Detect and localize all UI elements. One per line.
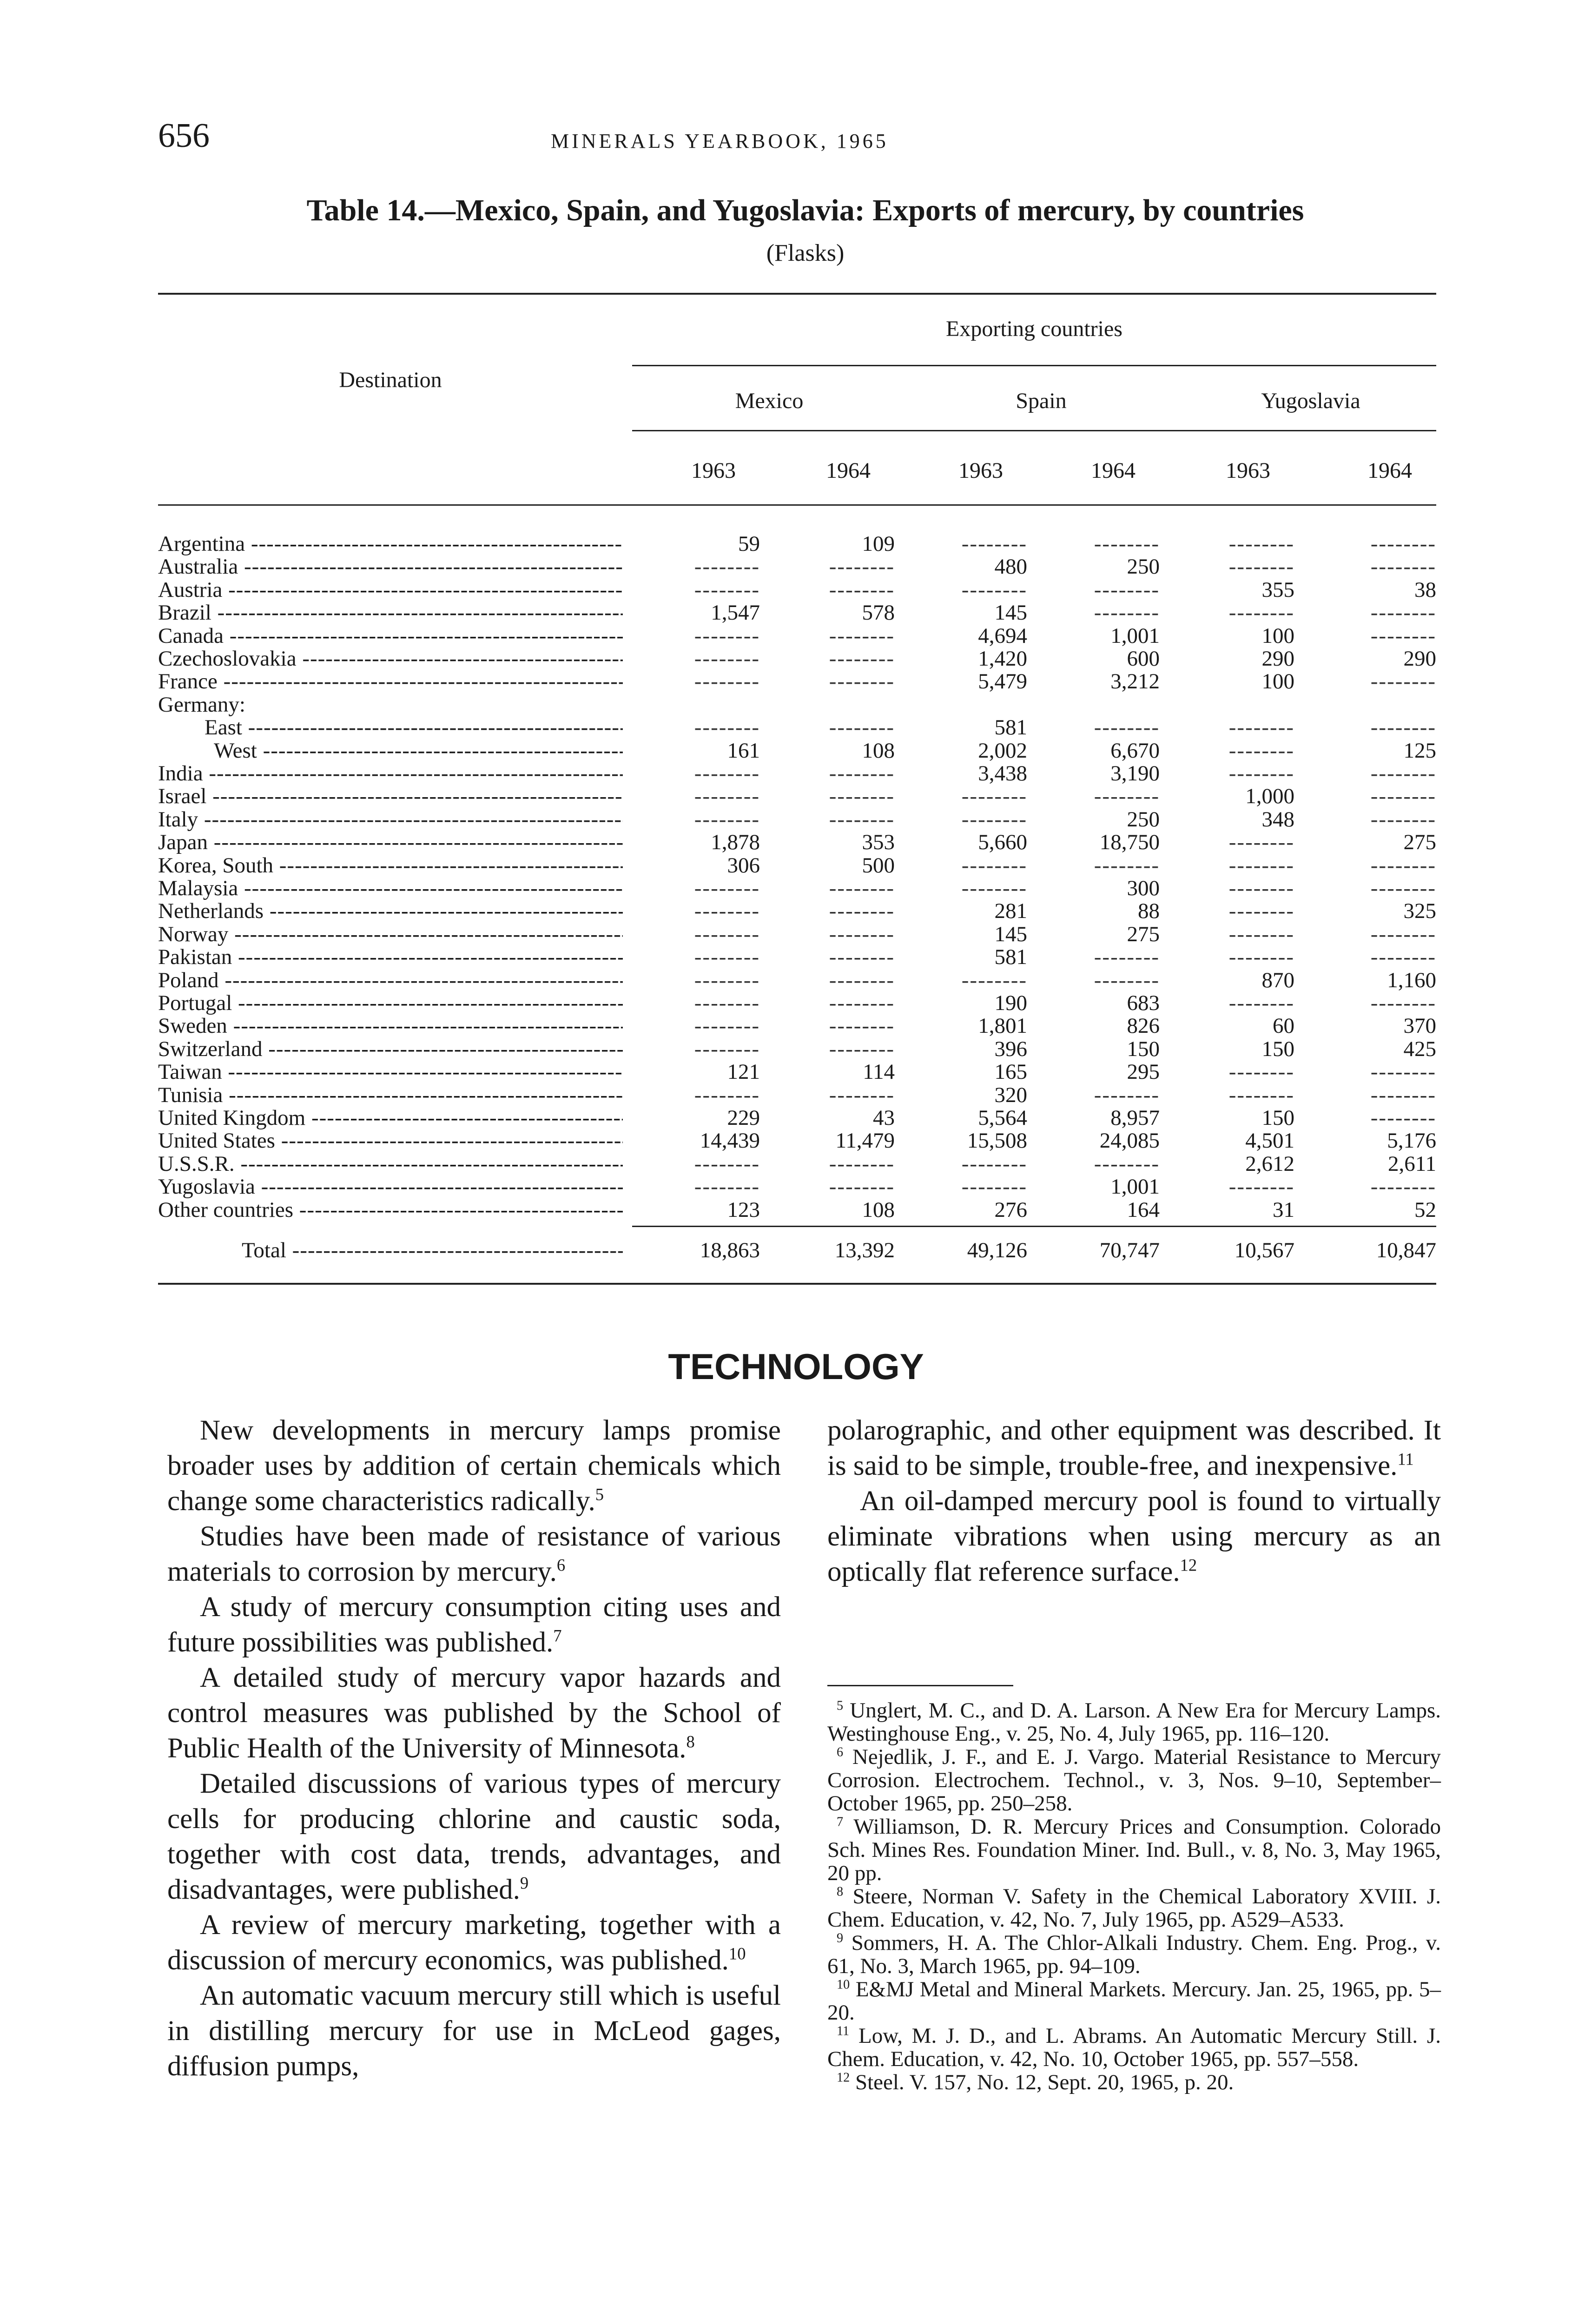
running-head: MINERALS YEARBOOK, 1965	[551, 130, 889, 152]
body-paragraph	[827, 1484, 1441, 1590]
table-cell: 320	[994, 1083, 1027, 1107]
table-cell: 114	[863, 1060, 895, 1084]
table-cell: --------	[961, 784, 1027, 809]
spanner-header: Exporting countries	[946, 317, 1122, 341]
year-header: 1963	[691, 458, 736, 483]
table-cell: 1,160	[1387, 968, 1436, 992]
table-cell: 150	[1127, 1037, 1160, 1061]
year-header: 1964	[826, 458, 871, 483]
table-cell: --------	[829, 1151, 895, 1176]
table-cell: 229	[727, 1106, 760, 1130]
table-cell: 1,878	[711, 830, 760, 855]
table-cell: 275	[1127, 922, 1160, 946]
table-cell: --------	[829, 876, 895, 900]
table-cell: --------	[829, 784, 895, 809]
table-cell: --------	[694, 807, 760, 832]
table-cell: --------	[1370, 555, 1436, 579]
paragraph-text: A review of mercury marketing, together with a discussion of mercury economics, was published.	[167, 1909, 781, 1976]
table-row-label: West -----	[158, 739, 623, 762]
table-cell: --------	[1370, 1060, 1436, 1084]
total-cell: 70,747	[1099, 1238, 1160, 1262]
table-cell: 1,000	[1245, 784, 1294, 809]
table-cell: 150	[1261, 1037, 1294, 1061]
total-cell: 10,567	[1234, 1238, 1294, 1262]
table-row-label: U.S.S.R. -----	[158, 1152, 623, 1175]
table-cell: --------	[1370, 669, 1436, 694]
header-bottom-rule	[158, 504, 1436, 506]
table-cell: 43	[873, 1106, 895, 1130]
table-cell: 300	[1127, 876, 1160, 900]
table-cell: --------	[694, 647, 760, 671]
paragraph-text: An automatic vacuum mercury still which is useful in distilling mercury for use in McLeod gages, diffusion pumps,	[167, 1980, 781, 2082]
table-cell: 581	[994, 715, 1027, 740]
table-cell: 8,957	[1110, 1106, 1160, 1130]
table-cell: 2,002	[978, 738, 1027, 763]
table-row-label: Tunisia -----	[158, 1083, 623, 1107]
table-cell: --------	[1228, 601, 1294, 625]
table-cell: --------	[1228, 991, 1294, 1015]
table-cell: 6,670	[1110, 738, 1160, 763]
table-cell: --------	[1094, 1083, 1160, 1107]
table-cell: --------	[694, 1151, 760, 1176]
table-cell: 161	[727, 738, 760, 763]
table-row-label: East -----	[158, 716, 623, 739]
year-header: 1963	[958, 458, 1003, 483]
table-cell: --------	[961, 577, 1027, 602]
table-cell: 870	[1261, 968, 1294, 992]
table-cell: 150	[1261, 1106, 1294, 1130]
footnote-number: 8	[837, 1884, 844, 1899]
table-cell: 306	[727, 853, 760, 878]
table-cell: 370	[1403, 1014, 1436, 1038]
footnote	[827, 1885, 1441, 1931]
table-cell: 190	[994, 991, 1027, 1015]
footnote-ref: 10	[728, 1944, 746, 1963]
footnote-rule	[827, 1685, 1013, 1686]
table-cell: 396	[994, 1037, 1027, 1061]
footnote-number: 7	[837, 1815, 844, 1829]
table-cell: --------	[1228, 761, 1294, 786]
table-cell: 5,564	[978, 1106, 1027, 1130]
footnote-ref: 12	[1180, 1555, 1197, 1575]
footnote-ref: 7	[553, 1626, 562, 1645]
table-cell: 165	[994, 1060, 1027, 1084]
table-cell: --------	[1094, 1151, 1160, 1176]
footnote-text: Steere, Norman V. Safety in the Chemical Laboratory XVIII. J. Chem. Education, v. 42, No. 7, July 1965, pp. A529–A533.	[827, 1884, 1441, 1932]
table-cell: --------	[1228, 945, 1294, 970]
table-cell: 281	[994, 899, 1027, 924]
body-paragraph	[167, 1660, 781, 1766]
country-header: Yugoslavia	[1261, 389, 1360, 413]
table-cell: 15,508	[967, 1129, 1027, 1153]
footnote-text: Sommers, H. A. The Chlor-Alkali Industry. Chem. Eng. Prog., v. 61, No. 3, March 1965, pp. 94–109.	[827, 1931, 1441, 1978]
year-header: 1963	[1226, 458, 1270, 483]
table-cell: 355	[1261, 577, 1294, 602]
table-cell: --------	[1094, 715, 1160, 740]
body-paragraph	[827, 1413, 1441, 1484]
paragraph-text: Detailed discussions of various types of mercury cells for producing chlorine and caustic soda, together with cost data, trends, advantages, and disadvantages, were published.	[167, 1768, 781, 1905]
table-row-label: Switzerland -----	[158, 1037, 623, 1061]
table-cell: 581	[994, 945, 1027, 970]
footnote	[827, 1745, 1441, 1815]
body-paragraph	[167, 1766, 781, 1908]
table-cell: --------	[961, 807, 1027, 832]
table-cell: --------	[829, 623, 895, 648]
table-cell: --------	[961, 1175, 1027, 1199]
footnote-text: Low, M. J. D., and L. Abrams. An Automatic Mercury Still. J. Chem. Education, v. 42, No. 10, October 1965, pp. 557–558.	[827, 2024, 1441, 2071]
table-cell: --------	[1228, 899, 1294, 924]
table-cell: --------	[694, 899, 760, 924]
table-bottom-rule	[158, 1283, 1436, 1285]
stub-header: Destination	[339, 368, 442, 392]
total-cell: 13,392	[834, 1238, 895, 1262]
footnote-text: Steel. V. 157, No. 12, Sept. 20, 1965, p. 20.	[850, 2070, 1234, 2094]
table-cell: --------	[1228, 853, 1294, 878]
footnote	[827, 2071, 1441, 2094]
table-cell: 123	[727, 1197, 760, 1222]
table-cell: --------	[1370, 876, 1436, 900]
table-cell: 59	[738, 532, 760, 556]
table-cell: 683	[1127, 991, 1160, 1015]
table-cell: --------	[1094, 784, 1160, 809]
table-cell: --------	[829, 1037, 895, 1061]
table-cell: 4,694	[978, 623, 1027, 648]
table-row-label: Italy -----	[158, 808, 623, 831]
table-row-label: United States -----	[158, 1129, 623, 1152]
footnote-text: E&MJ Metal and Mineral Markets. Mercury. Jan. 25, 1965, pp. 5–20.	[827, 1977, 1441, 2025]
table-unit: (Flasks)	[766, 240, 845, 266]
country-rule	[632, 430, 1436, 431]
table-cell: --------	[694, 968, 760, 992]
footnote-text: Williamson, D. R. Mercury Prices and Consumption. Colorado Sch. Mines Res. Foundation Miner. Ind. Bull., v. 8, No. 3, May 1965, 20 pp.	[827, 1815, 1441, 1885]
table-row-label: Pakistan -----	[158, 945, 623, 969]
footnote	[827, 1815, 1441, 1885]
table-row-label: France -----	[158, 670, 623, 693]
footnote-ref: 8	[686, 1732, 695, 1751]
table-cell: --------	[1370, 1175, 1436, 1199]
table-cell: 121	[727, 1060, 760, 1084]
table-cell: --------	[1370, 623, 1436, 648]
table-top-rule	[158, 293, 1436, 295]
table-cell: 31	[1273, 1197, 1294, 1222]
table-row-label: India -----	[158, 762, 623, 785]
table-cell: 5,176	[1387, 1129, 1436, 1153]
table-cell: 14,439	[700, 1129, 760, 1153]
table-cell: --------	[694, 784, 760, 809]
table-cell: --------	[1094, 601, 1160, 625]
table-cell: --------	[961, 1151, 1027, 1176]
table-cell: --------	[694, 1014, 760, 1038]
paragraph-text: polarographic, and other equipment was described. It is said to be simple, trouble-free, and inexpensive.	[827, 1415, 1441, 1481]
footnote-ref: 9	[520, 1873, 529, 1893]
table-row-label: Australia -----	[158, 555, 623, 578]
table-cell: --------	[829, 669, 895, 694]
table-cell: --------	[829, 715, 895, 740]
paragraph-text: New developments in mercury lamps promise broader uses by addition of certain chemicals which change some characteristics radically.	[167, 1415, 781, 1517]
table-cell: --------	[1370, 761, 1436, 786]
table-cell: 18,750	[1099, 830, 1160, 855]
country-header: Spain	[1016, 389, 1067, 413]
table-cell: --------	[829, 1014, 895, 1038]
footnote	[827, 1978, 1441, 2024]
table-cell: --------	[961, 532, 1027, 556]
table-cell: 1,547	[711, 601, 760, 625]
table-row-label: Taiwan -----	[158, 1060, 623, 1083]
footnote-number: 9	[837, 1931, 844, 1946]
total-cell: 18,863	[700, 1238, 760, 1262]
table-cell: 290	[1403, 647, 1436, 671]
table-cell: 100	[1261, 623, 1294, 648]
table-row-label: Netherlands -----	[158, 899, 623, 923]
table-cell: --------	[961, 968, 1027, 992]
table-cell: --------	[1094, 853, 1160, 878]
table-cell: 5,479	[978, 669, 1027, 694]
table-cell: 3,212	[1110, 669, 1160, 694]
table-row-label: Portugal -----	[158, 991, 623, 1015]
table-cell: 5,660	[978, 830, 1027, 855]
footnote-text: Nejedlik, J. F., and E. J. Vargo. Material Resistance to Mercury Corrosion. Electrochem. Technol., v. 3, Nos. 9–10, September–October 1965, pp. 250–258.	[827, 1745, 1441, 1816]
table-row-label: Other countries -----	[158, 1198, 623, 1221]
table-cell: 1,801	[978, 1014, 1027, 1038]
paragraph-text: A study of mercury consumption citing uses and future possibilities was published.	[167, 1591, 781, 1658]
table-cell: --------	[1228, 738, 1294, 763]
table-cell: --------	[1228, 532, 1294, 556]
table-cell: 145	[994, 601, 1027, 625]
table-cell: --------	[694, 669, 760, 694]
table-cell: --------	[1370, 784, 1436, 809]
table-cell: --------	[694, 1037, 760, 1061]
total-cell: 49,126	[967, 1238, 1027, 1262]
table-cell: 250	[1127, 807, 1160, 832]
paragraph-text: A detailed study of mercury vapor hazards and control measures was published by the School of Public Health of the University of Minnesota.	[167, 1662, 781, 1764]
table-cell: --------	[694, 922, 760, 946]
table-cell: 4,501	[1245, 1129, 1294, 1153]
table-row-label: Czechoslovakia -----	[158, 647, 623, 670]
table-cell: --------	[1370, 853, 1436, 878]
table-row-label: Israel -----	[158, 785, 623, 808]
table-cell: 3,190	[1110, 761, 1160, 786]
table-cell: --------	[1370, 991, 1436, 1015]
table-cell: 1,420	[978, 647, 1027, 671]
table-cell: 826	[1127, 1014, 1160, 1038]
table-cell: --------	[829, 577, 895, 602]
table-cell: 108	[862, 1197, 895, 1222]
table-cell: 38	[1414, 577, 1436, 602]
table-cell: --------	[961, 853, 1027, 878]
table-cell: --------	[694, 577, 760, 602]
footnote-number: 12	[837, 2070, 850, 2085]
table-cell: --------	[1228, 876, 1294, 900]
table-cell: 164	[1127, 1197, 1160, 1222]
table-row-label: Norway -----	[158, 923, 623, 946]
table-row-label: Austria -----	[158, 578, 623, 601]
table-cell: 348	[1261, 807, 1294, 832]
table-row-label: Poland -----	[158, 969, 623, 992]
table-cell: 1,001	[1110, 623, 1160, 648]
table-row-label: Brazil -----	[158, 601, 623, 624]
table-cell: 60	[1273, 1014, 1294, 1038]
table-cell: 1,001	[1110, 1175, 1160, 1199]
footnote	[827, 1699, 1441, 1745]
footnotes	[827, 1699, 1441, 2094]
year-header: 1964	[1367, 458, 1412, 483]
table-cell: 353	[862, 830, 895, 855]
table-cell: --------	[694, 623, 760, 648]
table-cell: --------	[1370, 601, 1436, 625]
paragraph-text: Studies have been made of resistance of various materials to corrosion by mercury.	[167, 1521, 781, 1587]
footnote-ref: 6	[556, 1555, 566, 1575]
table-cell: 250	[1127, 555, 1160, 579]
table-cell: 108	[862, 738, 895, 763]
year-header: 1964	[1091, 458, 1136, 483]
left-text-column	[167, 1413, 781, 2084]
body-paragraph	[167, 1590, 781, 1660]
table-cell: 2,612	[1245, 1151, 1294, 1176]
table-cell: --------	[1094, 577, 1160, 602]
table-cell: --------	[829, 647, 895, 671]
table-cell: --------	[694, 1175, 760, 1199]
table-cell: --------	[829, 899, 895, 924]
body-paragraph	[167, 1908, 781, 1978]
body-paragraph	[167, 1413, 781, 1519]
table-cell: --------	[1370, 532, 1436, 556]
table-cell: 500	[862, 853, 895, 878]
table-cell: --------	[694, 555, 760, 579]
table-cell: --------	[829, 968, 895, 992]
table-cell: --------	[829, 555, 895, 579]
table-cell: 52	[1414, 1197, 1436, 1222]
table-cell: --------	[829, 761, 895, 786]
body-paragraph	[167, 1978, 781, 2084]
table-cell: --------	[829, 945, 895, 970]
table-cell: --------	[1094, 968, 1160, 992]
footnote-ref: 5	[595, 1485, 604, 1504]
table-row-label: Malaysia -----	[158, 877, 623, 900]
table-cell: 290	[1261, 647, 1294, 671]
table-cell: 3,438	[978, 761, 1027, 786]
table-cell: 480	[994, 555, 1027, 579]
table-cell: --------	[829, 1083, 895, 1107]
table-row-label: Japan -----	[158, 831, 623, 854]
table-row-label: United Kingdom -----	[158, 1106, 623, 1129]
table-cell: --------	[1228, 922, 1294, 946]
table-cell: --------	[1370, 807, 1436, 832]
table-cell: --------	[961, 876, 1027, 900]
table-cell: --------	[1094, 532, 1160, 556]
footnote-number: 6	[837, 1745, 844, 1760]
table-cell: 109	[862, 532, 895, 556]
table-cell: --------	[694, 945, 760, 970]
table-cell: --------	[1228, 715, 1294, 740]
table-row-label: Korea, South -----	[158, 854, 623, 877]
table-cell: --------	[1228, 830, 1294, 855]
table-cell: 425	[1403, 1037, 1436, 1061]
right-text-column	[827, 1413, 1441, 1590]
table-cell: 578	[862, 601, 895, 625]
table-cell: 2,611	[1387, 1151, 1436, 1176]
table-cell: 275	[1403, 830, 1436, 855]
footnote-number: 5	[837, 1698, 844, 1713]
table-cell: 88	[1138, 899, 1160, 924]
footnote-number: 10	[837, 1977, 850, 1992]
footnote	[827, 2024, 1441, 2071]
table-cell: 145	[994, 922, 1027, 946]
table-cell: --------	[829, 922, 895, 946]
table-cell: 100	[1261, 669, 1294, 694]
table-cell: --------	[1370, 945, 1436, 970]
footnote-ref: 11	[1397, 1449, 1414, 1469]
body-paragraph	[167, 1519, 781, 1590]
footnote-text: Unglert, M. C., and D. A. Larson. A New Era for Mercury Lamps. Westinghouse Eng., v. 25, No. 4, July 1965, pp. 116–120.	[827, 1698, 1441, 1746]
table-row-label: Yugoslavia -----	[158, 1175, 623, 1198]
spanner-rule	[632, 365, 1436, 366]
table-cell: --------	[694, 876, 760, 900]
table-cell: --------	[829, 991, 895, 1015]
table-cell: --------	[1228, 1175, 1294, 1199]
paragraph-text: An oil-damped mercury pool is found to virtually eliminate vibrations when using mercury as an optically flat reference surface.	[827, 1486, 1441, 1587]
table-cell: --------	[1228, 555, 1294, 579]
table-cell: 11,479	[835, 1129, 895, 1153]
table-cell: --------	[1370, 1106, 1436, 1130]
table-cell: --------	[1370, 715, 1436, 740]
footnote-number: 11	[837, 2024, 850, 2039]
table-title: Table 14.—Mexico, Spain, and Yugoslavia: Exports of mercury, by countries	[306, 193, 1304, 227]
table-cell: --------	[829, 1175, 895, 1199]
total-label: Total -----	[158, 1239, 623, 1262]
page-number: 656	[158, 117, 210, 155]
country-header: Mexico	[735, 389, 804, 413]
table-cell: --------	[1228, 1060, 1294, 1084]
table-cell: 600	[1127, 647, 1160, 671]
table-cell: --------	[694, 761, 760, 786]
table-cell: --------	[1228, 1083, 1294, 1107]
footnote	[827, 1931, 1441, 1978]
table-cell: 325	[1403, 899, 1436, 924]
table-row-label: Germany:	[158, 693, 245, 716]
table-cell: 24,085	[1099, 1129, 1160, 1153]
table-cell: 125	[1403, 738, 1436, 763]
table-cell: --------	[1370, 1083, 1436, 1107]
table-cell: --------	[694, 991, 760, 1015]
table-row-label: Argentina -----	[158, 532, 623, 555]
section-heading: TECHNOLOGY	[668, 1346, 924, 1387]
total-cell: 10,847	[1376, 1238, 1436, 1262]
table-cell: 295	[1127, 1060, 1160, 1084]
table-cell: --------	[1094, 945, 1160, 970]
table-cell: 276	[994, 1197, 1027, 1222]
total-rule	[632, 1226, 1436, 1227]
table-cell: --------	[1370, 922, 1436, 946]
table-row-label: Sweden -----	[158, 1014, 623, 1037]
table-row-label: Canada -----	[158, 624, 623, 647]
table-cell: --------	[694, 715, 760, 740]
table-cell: --------	[694, 1083, 760, 1107]
table-cell: --------	[829, 807, 895, 832]
